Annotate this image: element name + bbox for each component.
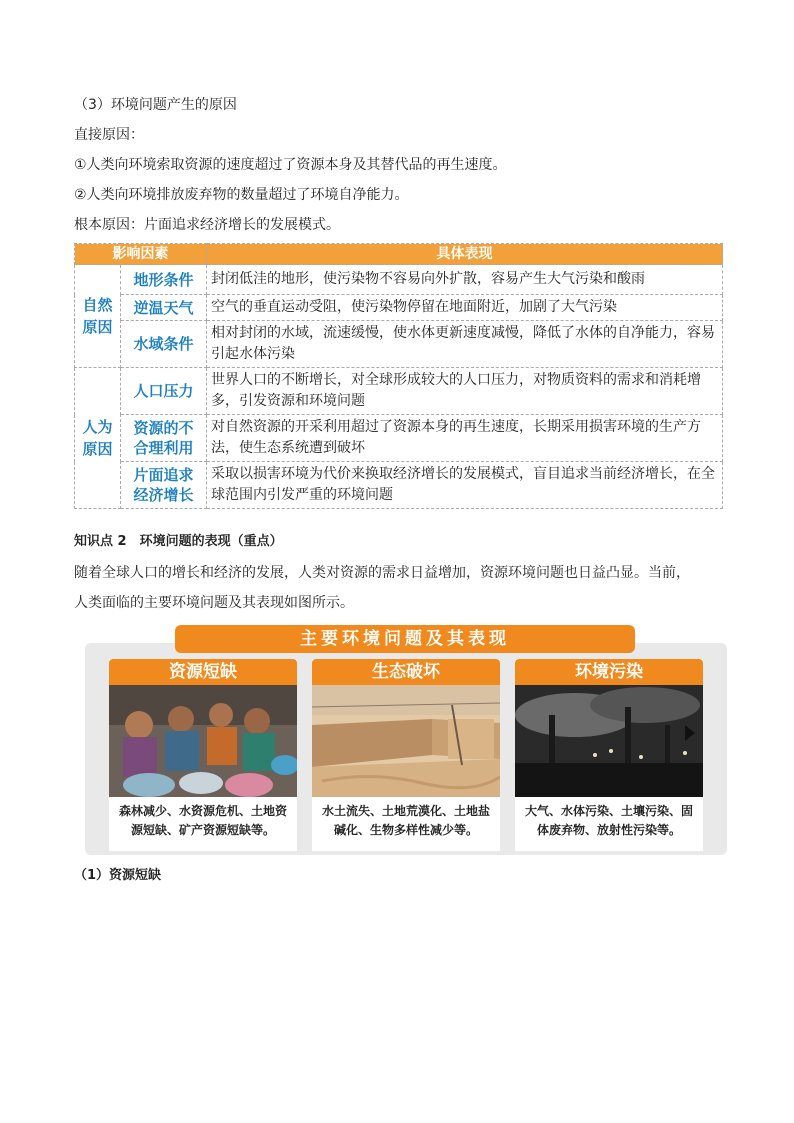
detail-cell: 空气的垂直运动受阻，使污染物停留在地面附近，加剧了大气污染 — [207, 295, 723, 321]
factor-cell: 人口压力 — [121, 368, 207, 415]
section1-heading: （1）资源短缺 — [74, 868, 162, 883]
factor-cell — [121, 415, 207, 462]
table-row — [75, 368, 723, 415]
factors-table — [74, 243, 723, 509]
photo-industrial-pollution — [515, 685, 703, 797]
detail-cell: 世界人口的不断增长，对全球形成较大的人口压力，对物质资料的需求和消耗增多，引发资源和环境问题 — [207, 368, 723, 415]
card-environmental-pollution — [515, 659, 703, 851]
table-row — [75, 295, 723, 321]
card-resource-shortage — [109, 659, 297, 851]
environment-problems-infographic — [85, 625, 727, 855]
knowledge2-heading: 知识点 2 环境问题的表现（重点） — [74, 534, 283, 549]
category-human-label: 人为原因 — [82, 418, 113, 458]
category-natural — [75, 265, 121, 368]
factor-label: 片面追求经济增长 — [133, 466, 194, 504]
knowledge2-para-line2: 人类面临的主要环境问题及其表现如图所示。 — [74, 595, 354, 611]
factor-cell: 地形条件 — [121, 265, 207, 295]
card-title: 环境污染 — [515, 659, 703, 685]
photo-desertification — [312, 685, 500, 797]
factor-label: 资源的不合理利用 — [133, 419, 194, 457]
table-row — [75, 321, 723, 368]
category-natural-label: 自然原因 — [82, 296, 113, 336]
card-text: 森林减少、水资源危机、土地资源短缺、矿产资源短缺等。 — [118, 804, 287, 837]
direct-cause-label: 直接原因： — [74, 127, 144, 143]
card-title: 资源短缺 — [109, 659, 297, 685]
card-text: 水土流失、土地荒漠化、土地盐碱化、生物多样性减少等。 — [321, 804, 490, 837]
header-factor: 影响因素 — [75, 244, 207, 265]
direct-cause-1: ①人类向环境索取资源的速度超过了资源本身及其替代品的再生速度。 — [74, 157, 507, 173]
section3-heading: （3）环境问题产生的原因 — [74, 97, 237, 113]
detail-cell: 采取以损害环境为代价来换取经济增长的发展模式，盲目追求当前经济增长，在全球范围内引发严重的环境问题 — [207, 462, 723, 509]
factor-cell — [121, 462, 207, 509]
category-human — [75, 368, 121, 509]
knowledge2-para-line1: 随着全球人口的增长和经济的发展，人类对资源的需求日益增加，资源环境问题也日益凸显。当前， — [74, 565, 690, 581]
detail-cell: 封闭低洼的地形，使污染物不容易向外扩散，容易产生大气污染和酸雨 — [207, 265, 723, 295]
table-row — [75, 265, 723, 295]
detail-cell: 相对封闭的水域，流速缓慢，使水体更新速度减慢，降低了水体的自净能力，容易引起水体污染 — [207, 321, 723, 368]
card-ecological-damage — [312, 659, 500, 851]
header-detail: 具体表现 — [207, 244, 723, 265]
factor-cell: 水域条件 — [121, 321, 207, 368]
direct-cause-2: ②人类向环境排放废弃物的数量超过了环境自净能力。 — [74, 187, 409, 203]
photo-children-water — [109, 685, 297, 797]
card-title: 生态破坏 — [312, 659, 500, 685]
card-text: 大气、水体污染、土壤污染、固体废弃物、放射性污染等。 — [524, 804, 693, 837]
detail-cell: 对自然资源的开采利用超过了资源本身的再生速度，长期采用损害环境的生产方法，使生态系统遭到破坏 — [207, 415, 723, 462]
table-row — [75, 462, 723, 509]
factor-cell: 逆温天气 — [121, 295, 207, 321]
table-header-row — [75, 244, 723, 265]
root-cause: 根本原因：片面追求经济增长的发展模式。 — [74, 217, 340, 233]
infographic-title: 主要环境问题及其表现 — [175, 625, 635, 653]
table-row — [75, 415, 723, 462]
